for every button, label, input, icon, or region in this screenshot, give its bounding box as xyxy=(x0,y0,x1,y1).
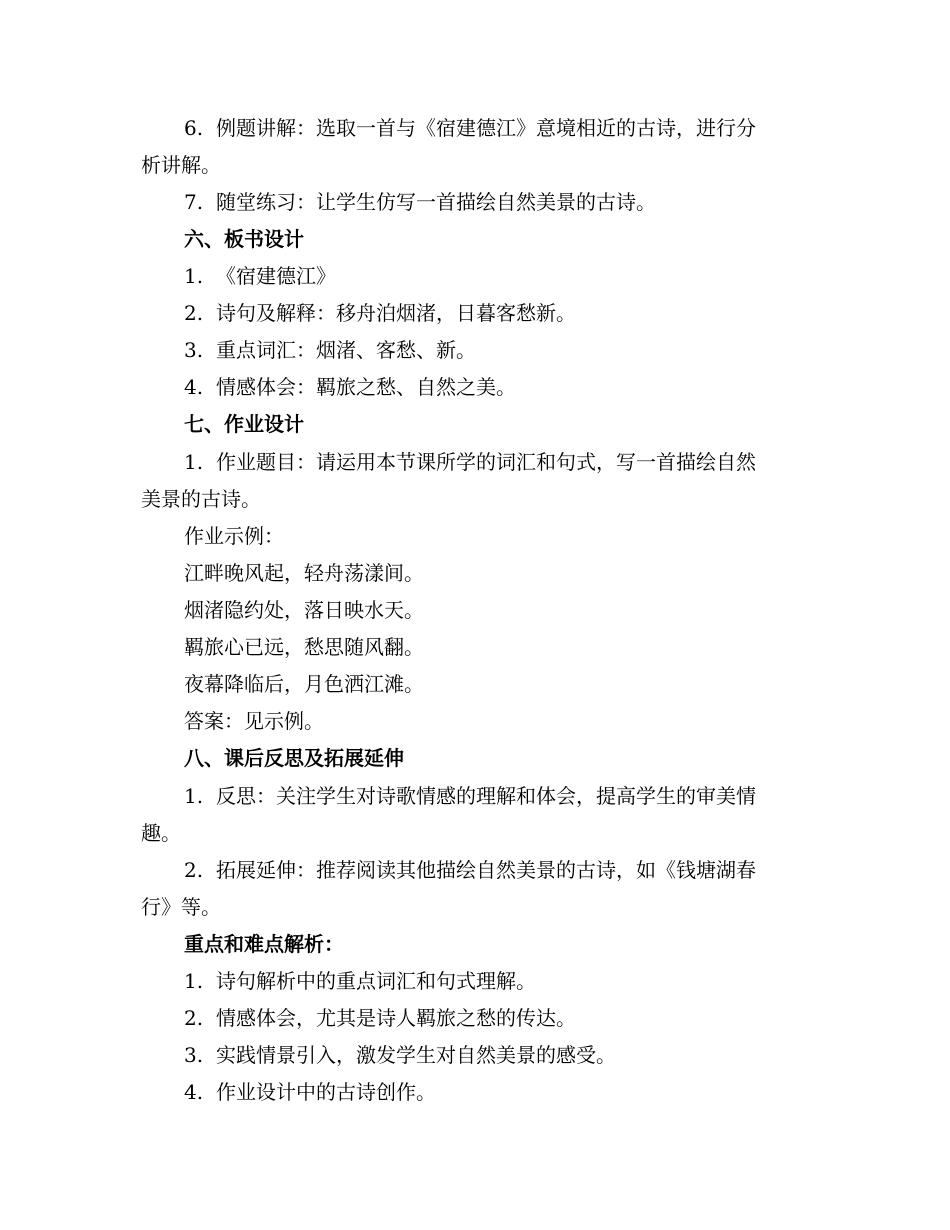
key-point-4-text: 作业设计中的古诗创作。 xyxy=(216,1080,436,1104)
key-points-heading: 重点和难点解析： xyxy=(184,932,344,956)
reflection-item-2-line2: 行》等。 xyxy=(141,895,221,919)
reflection-item-1-number: 1. xyxy=(184,784,204,808)
homework-answer: 答案：见示例。 xyxy=(184,709,324,733)
key-point-3-number: 3. xyxy=(184,1043,204,1067)
key-point-1-text: 诗句解析中的重点词汇和句式理解。 xyxy=(216,969,536,993)
step-6-line2: 析讲解。 xyxy=(141,153,221,177)
homework-example-label: 作业示例： xyxy=(184,524,284,548)
homework-item-1-line2: 美景的古诗。 xyxy=(141,487,261,511)
step-7-text: 随堂练习：让学生仿写一首描绘自然美景的古诗。 xyxy=(216,190,656,214)
key-point-2-text: 情感体会，尤其是诗人羁旅之愁的传达。 xyxy=(216,1006,576,1030)
homework-item-1-number: 1. xyxy=(184,450,204,474)
reflection-item-1-line1 xyxy=(184,784,864,808)
board-item-2-number: 2. xyxy=(184,301,204,325)
board-item-4-text: 情感体会：羁旅之愁、自然之美。 xyxy=(216,375,516,399)
board-item-1-text: 《宿建德江》 xyxy=(216,264,336,288)
homework-heading: 七、作业设计 xyxy=(184,412,304,436)
board-item-1 xyxy=(184,264,864,288)
key-point-3-text: 实践情景引入，激发学生对自然美景的感受。 xyxy=(216,1043,616,1067)
step-6-number: 6. xyxy=(184,116,204,140)
step-6-text: 例题讲解：选取一首与《宿建德江》意境相近的古诗，进行分 xyxy=(216,116,756,140)
board-item-3 xyxy=(184,338,864,362)
poem-line-3: 羁旅心已远，愁思随风翻。 xyxy=(184,635,424,659)
board-item-2 xyxy=(184,301,864,325)
key-point-2-number: 2. xyxy=(184,1006,204,1030)
reflection-heading: 八、课后反思及拓展延伸 xyxy=(184,746,404,770)
board-item-1-number: 1. xyxy=(184,264,204,288)
step-7-number: 7. xyxy=(184,190,204,214)
board-item-3-text: 重点词汇：烟渚、客愁、新。 xyxy=(216,338,476,362)
reflection-item-2-line1 xyxy=(184,858,864,882)
key-point-1 xyxy=(184,969,864,993)
reflection-item-2-number: 2. xyxy=(184,858,204,882)
key-point-3 xyxy=(184,1043,864,1067)
poem-line-2: 烟渚隐约处，落日映水天。 xyxy=(184,598,424,622)
reflection-item-2-text: 拓展延伸：推荐阅读其他描绘自然美景的古诗，如《钱塘湖春 xyxy=(216,858,756,882)
step-6-line1 xyxy=(184,116,864,140)
board-design-heading: 六、板书设计 xyxy=(184,227,304,251)
board-item-4 xyxy=(184,375,864,399)
step-7 xyxy=(184,190,864,214)
poem-line-4: 夜幕降临后，月色洒江滩。 xyxy=(184,672,424,696)
reflection-item-1-line2: 趣。 xyxy=(141,821,181,845)
key-point-4-number: 4. xyxy=(184,1080,204,1104)
key-point-1-number: 1. xyxy=(184,969,204,993)
key-point-2 xyxy=(184,1006,864,1030)
homework-item-1-text: 作业题目：请运用本节课所学的词汇和句式，写一首描绘自然 xyxy=(216,450,756,474)
board-item-3-number: 3. xyxy=(184,338,204,362)
board-item-4-number: 4. xyxy=(184,375,204,399)
poem-line-1: 江畔晚风起，轻舟荡漾间。 xyxy=(184,561,424,585)
reflection-item-1-text: 反思：关注学生对诗歌情感的理解和体会，提高学生的审美情 xyxy=(216,784,756,808)
key-point-4 xyxy=(184,1080,864,1104)
board-item-2-text: 诗句及解释：移舟泊烟渚，日暮客愁新。 xyxy=(216,301,576,325)
homework-item-1-line1 xyxy=(184,450,864,474)
